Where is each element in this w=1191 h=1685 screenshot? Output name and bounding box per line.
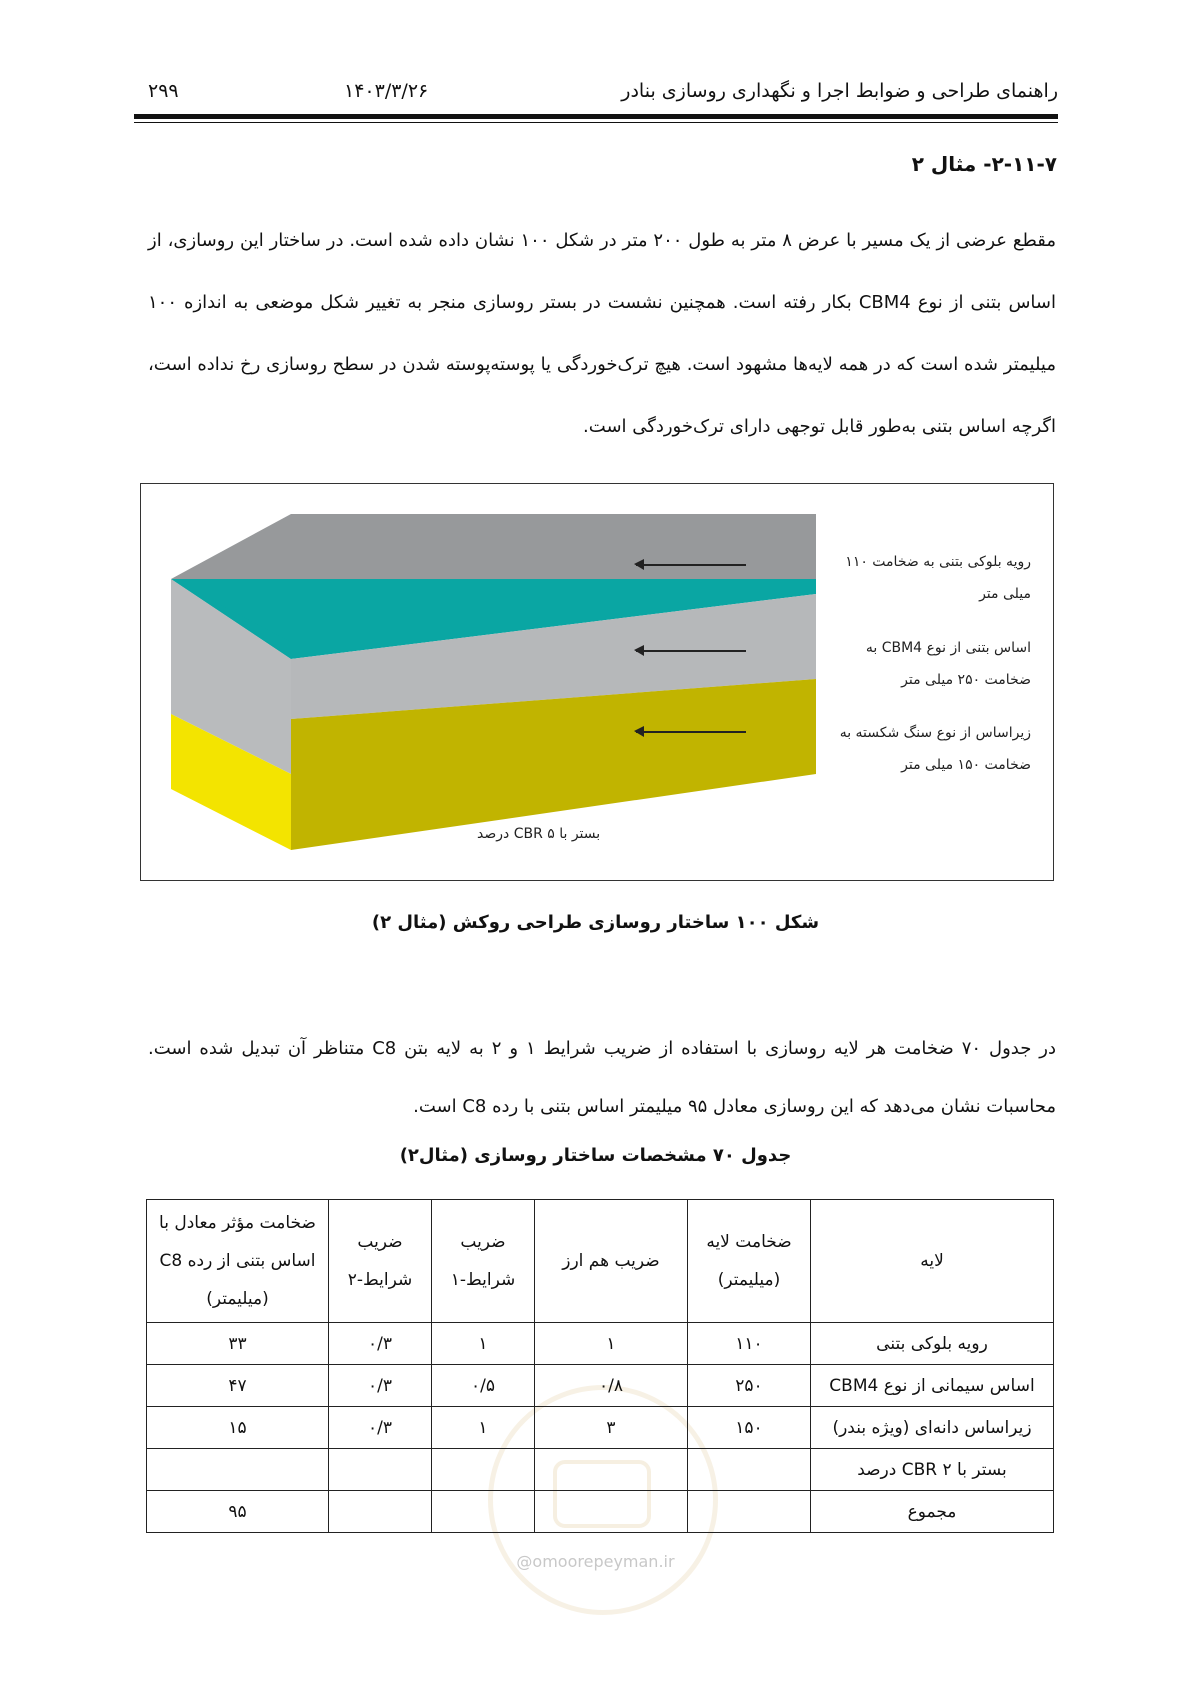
figure-caption: شکل ۱۰۰ ساختار روسازی طراحی روکش (مثال ۲) bbox=[371, 912, 820, 933]
cell-condition1 bbox=[432, 1491, 535, 1533]
cell-layer: زیراساس دانه‌ای (ویژه بندر) bbox=[811, 1407, 1054, 1449]
cell-layer: مجموع bbox=[811, 1491, 1054, 1533]
label-subbase: زیراساس از نوع سنگ شکسته به ضخامت ۱۵۰ میلی متر bbox=[839, 725, 1031, 773]
cell-thickness: ۱۵۰ bbox=[688, 1407, 811, 1449]
col-header-condition1: ضریب شرایط-۱ bbox=[432, 1200, 535, 1323]
label-subgrade: بستر با CBR ۵ درصد bbox=[477, 826, 601, 842]
cell-effective: ۴۷ bbox=[147, 1365, 329, 1407]
pavement-table bbox=[146, 1199, 1054, 1533]
arrow-surface bbox=[636, 564, 746, 566]
label-surface: رویه بلوکی بتنی به ضخامت ۱۱۰ میلی متر bbox=[845, 554, 1031, 602]
cell-equivalence: ۱ bbox=[535, 1323, 688, 1365]
col-header-equivalence: ضریب هم ارز bbox=[535, 1200, 688, 1323]
cell-effective bbox=[147, 1449, 329, 1491]
cell-condition2: ۰/۳ bbox=[329, 1323, 432, 1365]
cell-layer: رویه بلوکی بتنی bbox=[811, 1323, 1054, 1365]
header-date: ۱۴۰۳/۳/۲۶ bbox=[344, 80, 429, 102]
cell-condition1: ۱ bbox=[432, 1323, 535, 1365]
cell-effective: ۱۵ bbox=[147, 1407, 329, 1449]
paragraph-table-intro: در جدول ۷۰ ضخامت هر لایه روسازی با استفاده از ضریب شرایط ۱ و ۲ به لایه بتن C8 متناظر آن تبدیل شده است. محاسبات نشان می‌دهد که این روسازی معادل ۹۵ میلیمتر اساس بتنی با رده C8 است. bbox=[148, 1038, 1056, 1117]
cell-layer: بستر با CBR ۲ درصد bbox=[811, 1449, 1054, 1491]
table-title: جدول ۷۰ مشخصات ساختار روسازی (مثال۲) bbox=[399, 1145, 792, 1166]
cell-equivalence: ۳ bbox=[535, 1407, 688, 1449]
arrow-base bbox=[636, 650, 746, 652]
cell-condition1: ۱ bbox=[432, 1407, 535, 1449]
cell-equivalence bbox=[535, 1449, 688, 1491]
table-row bbox=[147, 1365, 1054, 1407]
table-row bbox=[147, 1449, 1054, 1491]
header-rule-thin bbox=[134, 122, 1058, 123]
cell-thickness: ۱۱۰ bbox=[688, 1323, 811, 1365]
col-header-layer: لایه bbox=[811, 1200, 1054, 1323]
cell-condition2: ۰/۳ bbox=[329, 1407, 432, 1449]
cell-condition2 bbox=[329, 1449, 432, 1491]
cell-condition2: ۰/۳ bbox=[329, 1365, 432, 1407]
layer-top-face bbox=[171, 514, 816, 579]
cell-condition2 bbox=[329, 1491, 432, 1533]
cell-thickness bbox=[688, 1491, 811, 1533]
page-header bbox=[134, 68, 1058, 108]
pavement-figure bbox=[140, 483, 1054, 881]
section-heading: ۲-۱۱-۷- مثال ۲ bbox=[911, 152, 1057, 176]
col-header-effective: ضخامت مؤثر معادل با اساس بتنی از رده C8 (میلیمتر) bbox=[147, 1200, 329, 1323]
cell-condition1: ۰/۵ bbox=[432, 1365, 535, 1407]
cell-condition1 bbox=[432, 1449, 535, 1491]
header-rule-thick bbox=[134, 114, 1058, 119]
col-header-thickness: ضخامت لایه (میلیمتر) bbox=[688, 1200, 811, 1323]
table-row bbox=[147, 1323, 1054, 1365]
col-header-condition2: ضریب شرایط-۲ bbox=[329, 1200, 432, 1323]
label-base: اساس بتنی از نوع CBM4 به ضخامت ۲۵۰ میلی متر bbox=[865, 640, 1031, 688]
cell-thickness bbox=[688, 1449, 811, 1491]
paragraph-intro: مقطع عرضی از یک مسیر با عرض ۸ متر به طول ۲۰۰ متر در شکل ۱۰۰ نشان داده شده است. در ساختار این روسازی، از اساس بتنی از نوع CBM4 بکار رفته است. همچنین نشست در بستر روسازی منجر به تغییر شکل موضعی به اندازه ۱۰۰ میلیمتر شده است که در همه لایه‌ها مشهود است. هیچ ترک‌خوردگی یا پوسته‌پوسته شدن در سطح روسازی رخ نداده است، اگرچه اساس بتنی به‌طور قابل توجهی دارای ترک‌خوردگی است. bbox=[148, 230, 1056, 437]
watermark-text: @omoorepeyman.ir bbox=[516, 1552, 675, 1571]
cell-equivalence bbox=[535, 1491, 688, 1533]
cell-thickness: ۲۵۰ bbox=[688, 1365, 811, 1407]
table-row bbox=[147, 1407, 1054, 1449]
table-header-row bbox=[147, 1200, 1054, 1323]
cell-layer: اساس سیمانی از نوع CBM4 bbox=[811, 1365, 1054, 1407]
table-row-total bbox=[147, 1491, 1054, 1533]
arrow-subbase bbox=[636, 731, 746, 733]
cell-equivalence: ۰/۸ bbox=[535, 1365, 688, 1407]
header-title: راهنمای طراحی و ضوابط اجرا و نگهداری روسازی بنادر bbox=[621, 80, 1058, 102]
cell-effective: ۹۵ bbox=[147, 1491, 329, 1533]
cell-effective: ۳۳ bbox=[147, 1323, 329, 1365]
page-number: ۲۹۹ bbox=[148, 80, 179, 102]
